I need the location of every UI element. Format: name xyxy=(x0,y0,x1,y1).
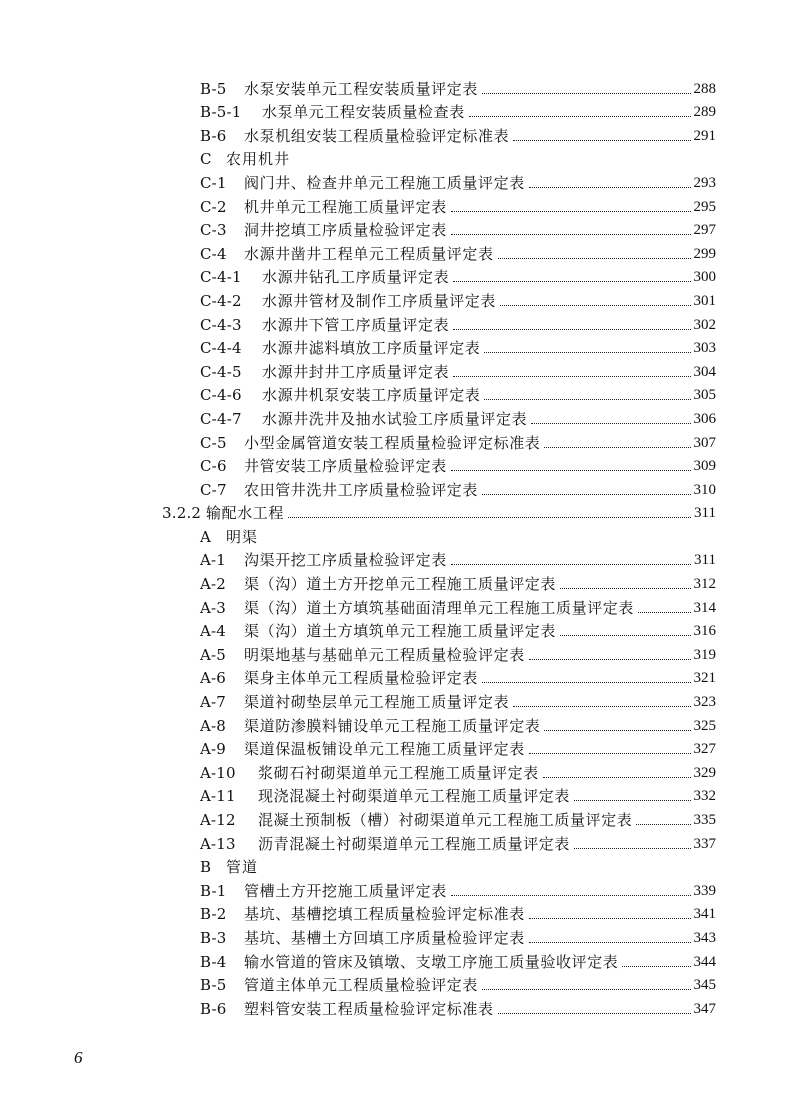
toc-entry-title: 塑料管安装工程质量检验评定标准表 xyxy=(244,999,494,1018)
toc-entry-code: A-1 xyxy=(200,551,227,570)
dot-leader xyxy=(482,494,690,495)
toc-entry-code: C-4-4 xyxy=(200,339,242,358)
toc-entry-code: A-7 xyxy=(200,693,227,712)
toc-entry[interactable] xyxy=(200,805,716,829)
toc-entry-title: 水泵机组安装工程质量检验评定标准表 xyxy=(244,126,510,145)
toc-entry[interactable] xyxy=(200,381,716,405)
toc-entry-page: 314 xyxy=(693,599,716,616)
toc-entry[interactable] xyxy=(200,758,716,782)
toc-entry-code: B-5-1 xyxy=(200,103,242,122)
dot-leader xyxy=(544,730,690,731)
toc-entry[interactable] xyxy=(200,546,716,570)
toc-entry-title: 明渠地基与基础单元工程质量检验评定表 xyxy=(244,645,525,664)
toc-entry-code: B-3 xyxy=(200,928,227,947)
toc-entry-title: 井管安装工序质量检验评定表 xyxy=(244,457,447,476)
toc-entry-code: C xyxy=(200,150,212,169)
dot-leader xyxy=(288,517,691,518)
dot-leader xyxy=(560,588,690,589)
toc-entry-title: 阀门井、检查井单元工程施工质量评定表 xyxy=(244,173,525,192)
dot-leader xyxy=(529,918,691,919)
toc-entry[interactable] xyxy=(200,971,716,995)
toc-entry[interactable] xyxy=(200,829,716,853)
toc-entry[interactable] xyxy=(200,735,716,759)
toc-entry-code: A-8 xyxy=(200,716,227,735)
toc-entry-code: C-2 xyxy=(200,197,227,216)
toc-entry[interactable] xyxy=(200,216,716,240)
toc-entry-title: 农用机井 xyxy=(226,150,291,169)
toc-entry-title: 基坑、基槽土方回填工序质量检验评定表 xyxy=(244,928,525,947)
toc-entry-page: 341 xyxy=(693,906,716,923)
toc-entry-title: 洞井挖填工序质量检验评定表 xyxy=(244,221,447,240)
toc-entry-page: 311 xyxy=(694,552,716,569)
toc-entry[interactable] xyxy=(162,499,716,523)
toc-entry-title: 渠道防渗膜料铺设单元工程施工质量评定表 xyxy=(244,716,541,735)
toc-entry-page: 303 xyxy=(693,340,716,357)
toc-entry-title: 水源井封井工序质量评定表 xyxy=(262,362,450,381)
toc-entry-page: 300 xyxy=(693,269,716,286)
toc-entry-page: 299 xyxy=(693,245,716,262)
toc-entry[interactable] xyxy=(200,593,716,617)
toc-entry-title: 农田管井洗井工序质量检验评定表 xyxy=(244,480,479,499)
toc-entry-code: B-6 xyxy=(200,126,227,145)
toc-entry-page: 332 xyxy=(693,788,716,805)
toc-entry-title: 沟渠开挖工序质量检验评定表 xyxy=(244,551,447,570)
dot-leader xyxy=(638,612,690,613)
dot-leader xyxy=(513,706,690,707)
toc-entry[interactable] xyxy=(200,876,716,900)
toc-entry-code: B xyxy=(200,858,212,877)
toc-entry-page: 344 xyxy=(693,953,716,970)
toc-entry-code: C-1 xyxy=(200,173,227,192)
toc-entry-page: 335 xyxy=(693,812,716,828)
toc-entry-code: C-4-6 xyxy=(200,386,242,405)
toc-entry-page: 301 xyxy=(693,292,716,309)
toc-entry-code: B-1 xyxy=(200,881,227,900)
toc-entry-title: 渠（沟）道土方填筑单元工程施工质量评定表 xyxy=(244,622,557,641)
toc-entry-title: 基坑、基槽挖填工程质量检验评定标准表 xyxy=(244,905,525,924)
toc-entry-code: B-6 xyxy=(200,999,227,1018)
toc-entry-code: A-9 xyxy=(200,740,227,759)
toc-entry[interactable] xyxy=(200,428,716,452)
toc-entry-code: A-5 xyxy=(200,645,227,664)
toc-entry-page: 312 xyxy=(693,576,716,593)
dot-leader xyxy=(560,635,690,636)
toc-entry-code: A-3 xyxy=(200,598,227,617)
toc-entry[interactable] xyxy=(200,334,716,358)
toc-entry-page: 306 xyxy=(693,410,716,427)
toc-entry-code: C-4-5 xyxy=(200,362,242,381)
toc-entry-code: A-13 xyxy=(200,834,236,853)
toc-entry-code: C-4-3 xyxy=(200,315,242,334)
toc-entry[interactable] xyxy=(200,192,716,216)
dot-leader xyxy=(529,187,691,188)
toc-entry-code: B-4 xyxy=(200,952,227,971)
dot-leader xyxy=(529,753,691,754)
toc-section-heading xyxy=(200,522,716,546)
toc-entry-page: 347 xyxy=(693,1000,716,1017)
toc-entry-code: A-11 xyxy=(200,787,236,806)
toc-entry[interactable] xyxy=(200,900,716,924)
toc-entry-page: 293 xyxy=(693,174,716,191)
toc-entry[interactable] xyxy=(200,310,716,334)
toc-entry-title: 水源井机泵安装工序质量评定表 xyxy=(262,386,481,405)
toc-entry-page: 305 xyxy=(693,387,716,404)
toc-entry-code: C-4-7 xyxy=(200,409,242,428)
toc-entry-code: B-5 xyxy=(200,79,227,98)
toc-entry-page: 310 xyxy=(693,481,716,498)
dot-leader xyxy=(484,399,690,400)
dot-leader xyxy=(500,305,690,306)
toc-entry[interactable] xyxy=(200,121,716,145)
toc-entry-page: 309 xyxy=(693,458,716,475)
toc-entry[interactable] xyxy=(200,239,716,263)
toc-entry-page: 329 xyxy=(693,764,716,781)
toc-entry-code: A-2 xyxy=(200,575,227,594)
toc-entry[interactable] xyxy=(200,640,716,664)
toc-entry-page: 288 xyxy=(693,80,716,97)
toc-entry[interactable] xyxy=(200,74,716,98)
dot-leader xyxy=(484,352,690,353)
dot-leader xyxy=(482,989,690,990)
toc-entry-title: 机井单元工程施工质量评定表 xyxy=(244,197,447,216)
toc-entry-page: 321 xyxy=(693,670,716,687)
dot-leader xyxy=(544,447,690,448)
dot-leader xyxy=(451,211,691,212)
toc-entry[interactable] xyxy=(200,98,716,122)
toc-section-heading xyxy=(200,145,716,169)
toc-entry[interactable] xyxy=(200,617,716,641)
dot-leader xyxy=(531,423,690,424)
dot-leader xyxy=(482,682,690,683)
toc-entry[interactable] xyxy=(200,782,716,806)
dot-leader xyxy=(482,93,690,94)
toc-entry-title: 水泵安装单元工程安装质量评定表 xyxy=(244,79,479,98)
dot-leader xyxy=(469,116,691,117)
toc-entry-page: 291 xyxy=(693,127,716,144)
toc-entry-title: 沥青混凝土衬砌渠道单元工程施工质量评定表 xyxy=(258,834,571,853)
toc-entry-page: 327 xyxy=(693,741,716,758)
toc-entry-title: 渠道保温板铺设单元工程施工质量评定表 xyxy=(244,740,525,759)
toc-entry[interactable] xyxy=(200,357,716,381)
toc-entry-title: 渠（沟）道土方填筑基础面清理单元工程施工质量评定表 xyxy=(244,598,635,617)
toc-entry-title: 输配水工程 xyxy=(206,504,285,523)
toc-entry-title: 水源井钻孔工序质量评定表 xyxy=(262,268,450,287)
toc-entry-title: 输水管道的管床及镇墩、支墩工序施工质量验收评定表 xyxy=(244,952,619,971)
toc-entry[interactable] xyxy=(200,994,716,1018)
toc-entry-code: A-12 xyxy=(200,811,236,829)
dot-leader xyxy=(574,848,690,849)
page-number: 6 xyxy=(74,1048,83,1067)
dot-leader xyxy=(498,1013,691,1014)
toc-entry-title: 水源井下管工序质量评定表 xyxy=(262,315,450,334)
toc-entry-title: 渠道衬砌垫层单元工程施工质量评定表 xyxy=(244,693,510,712)
table-of-contents xyxy=(0,74,790,1018)
toc-entry-page: 307 xyxy=(693,434,716,451)
dot-leader xyxy=(451,564,691,565)
toc-entry[interactable] xyxy=(200,923,716,947)
toc-entry[interactable] xyxy=(200,475,716,499)
toc-entry-title: 浆砌石衬砌渠道单元工程施工质量评定表 xyxy=(258,763,539,782)
dot-leader xyxy=(453,329,690,330)
dot-leader xyxy=(498,258,691,259)
toc-entry-code: 3.2.2 xyxy=(162,504,202,523)
toc-entry-page: 297 xyxy=(693,222,716,239)
toc-entry[interactable] xyxy=(200,404,716,428)
toc-entry-code: A-6 xyxy=(200,669,227,688)
dot-leader xyxy=(622,966,690,967)
toc-entry[interactable] xyxy=(200,664,716,688)
toc-entry-page: 325 xyxy=(693,717,716,734)
dot-leader xyxy=(453,281,690,282)
toc-entry-title: 明渠 xyxy=(226,527,259,546)
toc-entry-title: 水泵单元工程安装质量检查表 xyxy=(262,103,465,122)
toc-entry-title: 混凝土预制板（槽）衬砌渠道单元工程施工质量评定表 xyxy=(258,811,633,829)
toc-entry-code: A-10 xyxy=(200,763,236,782)
toc-entry[interactable] xyxy=(200,452,716,476)
toc-entry-title: 现浇混凝土衬砌渠道单元工程施工质量评定表 xyxy=(258,787,571,806)
toc-entry[interactable] xyxy=(200,711,716,735)
toc-entry-code: C-3 xyxy=(200,221,227,240)
toc-entry-title: 管道 xyxy=(226,858,259,877)
toc-entry[interactable] xyxy=(200,947,716,971)
toc-entry-title: 管槽土方开挖施工质量评定表 xyxy=(244,881,447,900)
toc-entry-title: 水源井滤料填放工序质量评定表 xyxy=(262,339,481,358)
toc-entry-code: A xyxy=(200,527,212,546)
toc-entry-title: 渠（沟）道土方开挖单元工程施工质量评定表 xyxy=(244,575,557,594)
toc-entry-code: B-2 xyxy=(200,905,227,924)
dot-leader xyxy=(453,376,690,377)
toc-entry-page: 311 xyxy=(694,505,716,522)
toc-entry-page: 345 xyxy=(693,977,716,994)
toc-entry-title: 管道主体单元工程质量检验评定表 xyxy=(244,976,479,995)
toc-entry-code: C-4 xyxy=(200,244,227,263)
toc-entry-page: 319 xyxy=(693,646,716,663)
toc-entry-page: 316 xyxy=(693,623,716,640)
toc-entry[interactable] xyxy=(200,168,716,192)
dot-leader xyxy=(513,140,690,141)
toc-entry-code: C-4-1 xyxy=(200,268,242,287)
dot-leader xyxy=(543,777,691,778)
dot-leader xyxy=(529,659,691,660)
dot-leader xyxy=(529,942,691,943)
toc-entry[interactable] xyxy=(200,687,716,711)
toc-entry-page: 302 xyxy=(693,316,716,333)
toc-entry-code: C-4-2 xyxy=(200,291,242,310)
toc-entry-page: 339 xyxy=(693,882,716,899)
dot-leader xyxy=(451,470,691,471)
dot-leader xyxy=(451,895,691,896)
toc-entry-page: 304 xyxy=(693,363,716,380)
toc-entry[interactable] xyxy=(200,263,716,287)
toc-entry-page: 295 xyxy=(693,198,716,215)
toc-entry-code: A-4 xyxy=(200,622,227,641)
toc-entry[interactable] xyxy=(200,569,716,593)
toc-entry-code: C-5 xyxy=(200,433,227,452)
toc-entry-code: C-7 xyxy=(200,480,227,499)
toc-entry-code: C-6 xyxy=(200,457,227,476)
toc-entry-code: B-5 xyxy=(200,976,227,995)
toc-entry-title: 小型金属管道安装工程质量检验评定标准表 xyxy=(244,433,541,452)
toc-entry-title: 水源井管材及制作工序质量评定表 xyxy=(262,291,497,310)
toc-entry-title: 水源井洗井及抽水试验工序质量评定表 xyxy=(262,409,528,428)
toc-entry-page: 323 xyxy=(693,694,716,711)
dot-leader xyxy=(574,800,690,801)
toc-entry-title: 水源井凿井工程单元工程质量评定表 xyxy=(244,244,494,263)
toc-entry-page: 289 xyxy=(693,104,716,121)
dot-leader xyxy=(451,234,691,235)
toc-entry[interactable] xyxy=(200,286,716,310)
toc-section-heading xyxy=(200,853,716,877)
toc-entry-page: 337 xyxy=(693,835,716,852)
toc-entry-title: 渠身主体单元工程质量检验评定表 xyxy=(244,669,479,688)
toc-entry-page: 343 xyxy=(693,929,716,946)
dot-leader xyxy=(636,824,690,825)
